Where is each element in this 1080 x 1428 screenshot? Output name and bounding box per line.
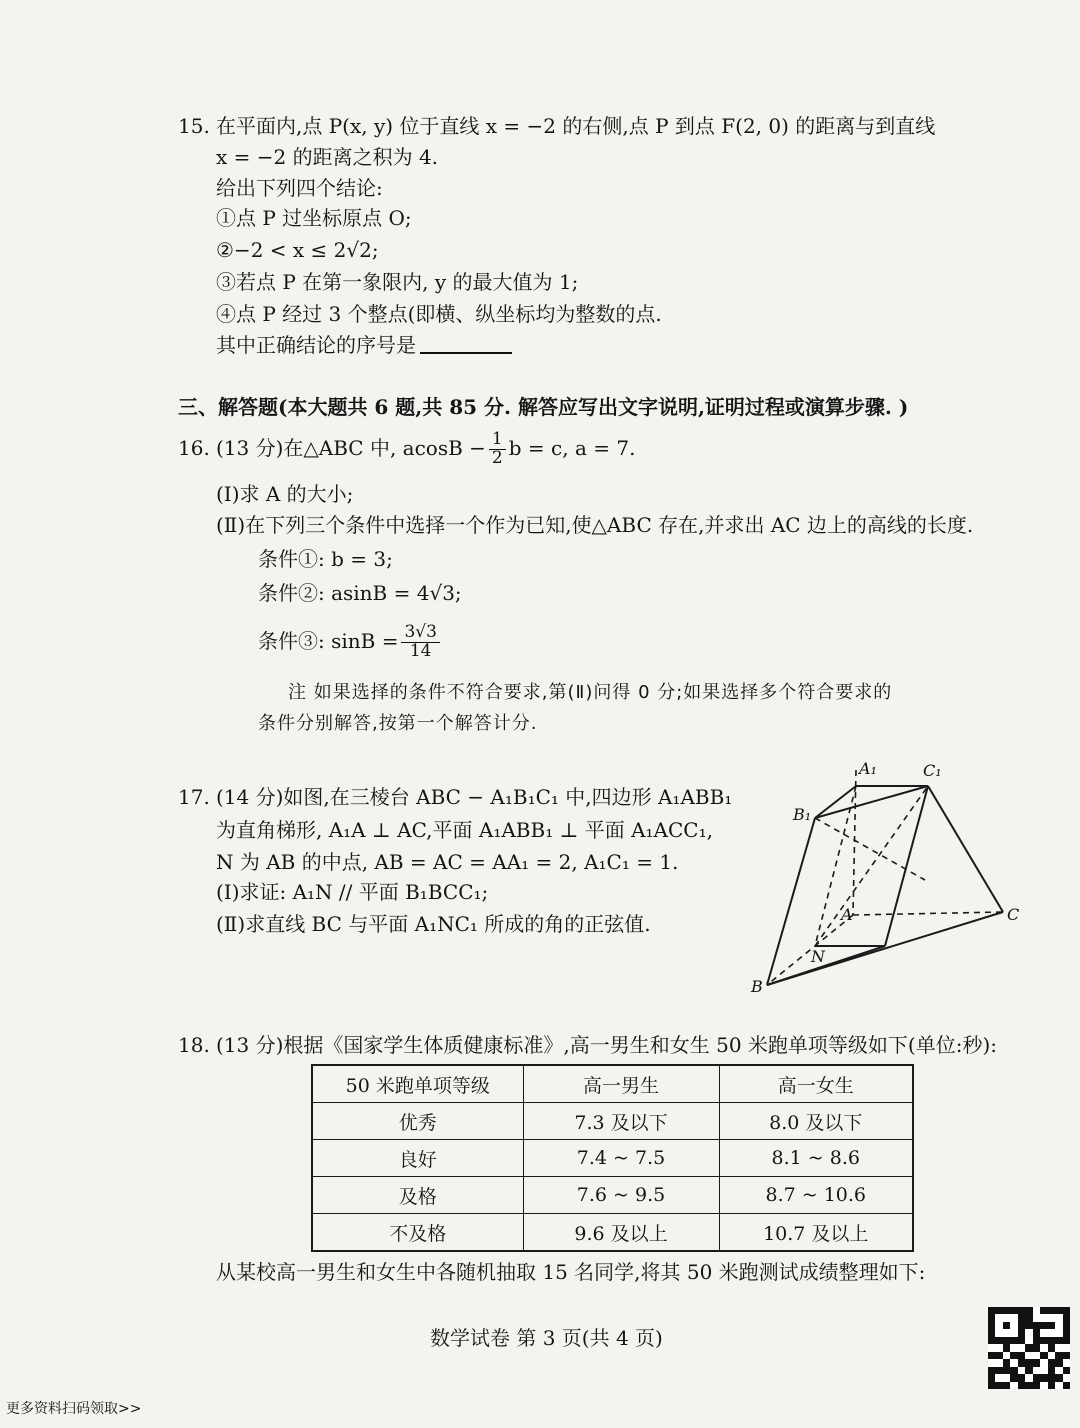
q16-cond3-lead: 条件③: sinB = (258, 629, 399, 653)
qr-module (1040, 1367, 1047, 1374)
qr-module (1040, 1352, 1047, 1359)
qr-module (995, 1359, 1002, 1366)
qr-module (1018, 1352, 1025, 1359)
frustum-figure (745, 750, 1035, 1000)
edge-n-c1-dashed (815, 786, 928, 946)
qr-module (1010, 1307, 1017, 1314)
edge-b1-b (767, 818, 815, 985)
section-3-heading: 三、解答题(本大题共 6 题,共 85 分. 解答应写出文字说明,证明过程或演算步骤. ) (178, 395, 909, 419)
qr-module (1010, 1329, 1017, 1336)
qr-module (1025, 1314, 1032, 1321)
qr-module (1048, 1344, 1055, 1351)
qr-module (1063, 1352, 1070, 1359)
qr-module (1010, 1337, 1017, 1344)
q15-conclusion-4: ④点 P 经过 3 个整点(即横、纵坐标均为整数的点. (216, 302, 662, 326)
table-header-cell: 高一男生 (523, 1065, 719, 1103)
qr-module (1033, 1314, 1040, 1321)
q16-condition-3 (258, 616, 443, 666)
qr-module (995, 1307, 1002, 1314)
qr-module (1063, 1382, 1070, 1389)
q18-after-table: 从某校高一男生和女生中各随机抽取 15 名同学,将其 50 米跑测试成绩整理如下: (216, 1260, 926, 1284)
qr-module (1010, 1382, 1017, 1389)
qr-module (1018, 1329, 1025, 1336)
q15-ask-text: 其中正确结论的序号是 (216, 333, 416, 357)
qr-module (1055, 1352, 1062, 1359)
q17-line2: 为直角梯形, A₁A ⊥ AC,平面 A₁ABB₁ ⊥ 平面 A₁ACC₁, (216, 818, 713, 842)
qr-module (1055, 1367, 1062, 1374)
q15-line2: x = −2 的距离之积为 4. (216, 145, 439, 169)
q15-number: 15. (178, 114, 210, 138)
qr-module (988, 1329, 995, 1336)
table-header-cell: 高一女生 (719, 1065, 913, 1103)
table-cell: 优秀 (312, 1103, 523, 1140)
table-cell: 良好 (312, 1140, 523, 1177)
q16-cond3-fraction (401, 624, 439, 661)
qr-module (995, 1322, 1002, 1329)
q16-cond3-den: 14 (409, 641, 432, 661)
qr-module (1033, 1337, 1040, 1344)
table-cell: 及格 (312, 1177, 523, 1214)
qr-module (1040, 1359, 1047, 1366)
table-cell: 7.4 ~ 7.5 (523, 1140, 719, 1177)
qr-module (1055, 1329, 1062, 1336)
qr-module (1048, 1322, 1055, 1329)
qr-module (1003, 1374, 1010, 1381)
qr-module (995, 1352, 1002, 1359)
table-row (312, 1177, 913, 1214)
qr-code[interactable] (988, 1307, 1070, 1389)
qr-module (1048, 1337, 1055, 1344)
qr-module (1063, 1314, 1070, 1321)
q17-line3: N 为 AB 的中点, AB = AC = AA₁ = 2, A₁C₁ = 1. (216, 850, 679, 874)
q16-number: 16. (178, 436, 210, 460)
q17-part-1: (Ⅰ)求证: A₁N // 平面 B₁BCC₁; (216, 880, 489, 904)
qr-module (988, 1307, 995, 1314)
qr-module (988, 1367, 995, 1374)
qr-module (988, 1352, 995, 1359)
qr-module (1055, 1374, 1062, 1381)
label-a1: A₁ (859, 759, 877, 778)
qr-module (1025, 1337, 1032, 1344)
label-b: B (751, 977, 763, 996)
qr-module (1063, 1344, 1070, 1351)
q15-conclusion-2: ②−2 < x ≤ 2√2; (216, 238, 379, 262)
qr-module (1033, 1367, 1040, 1374)
qr-module (995, 1314, 1002, 1321)
qr-module (1040, 1374, 1047, 1381)
qr-module (1063, 1322, 1070, 1329)
qr-module (1025, 1367, 1032, 1374)
qr-module (1063, 1359, 1070, 1366)
qr-module (1040, 1314, 1047, 1321)
qr-module (1033, 1344, 1040, 1351)
qr-module (1018, 1344, 1025, 1351)
page-footer: 数学试卷 第 3 页(共 4 页) (430, 1326, 663, 1350)
qr-module (1040, 1322, 1047, 1329)
qr-module (1048, 1382, 1055, 1389)
qr-module (1010, 1344, 1017, 1351)
qr-module (1003, 1382, 1010, 1389)
qr-module (1055, 1314, 1062, 1321)
q16-frac-den: 2 (491, 448, 503, 468)
qr-module (1048, 1352, 1055, 1359)
qr-module (1018, 1382, 1025, 1389)
qr-module (1018, 1314, 1025, 1321)
table-cell: 不及格 (312, 1214, 523, 1252)
q15-intro: 给出下列四个结论: (216, 176, 383, 200)
qr-module (1003, 1352, 1010, 1359)
qr-module (988, 1322, 995, 1329)
qr-module (1055, 1344, 1062, 1351)
qr-module (1003, 1314, 1010, 1321)
q16-condition-1: 条件①: b = 3; (258, 547, 393, 571)
edge-b1-c1 (815, 786, 928, 818)
qr-module (995, 1374, 1002, 1381)
qr-module (1025, 1374, 1032, 1381)
qr-module (1025, 1344, 1032, 1351)
qr-module (1003, 1359, 1010, 1366)
qr-module (988, 1337, 995, 1344)
table-row (312, 1214, 913, 1252)
table-cell: 8.0 及以下 (719, 1103, 913, 1140)
qr-module (1048, 1329, 1055, 1336)
qr-module (1048, 1314, 1055, 1321)
table-header-row (312, 1065, 913, 1103)
q18-number: 18. (178, 1033, 210, 1057)
table-cell: 10.7 及以上 (719, 1214, 913, 1252)
table-row (312, 1140, 913, 1177)
qr-module (988, 1382, 995, 1389)
qr-module (1040, 1307, 1047, 1314)
qr-module (1040, 1382, 1047, 1389)
label-b1: B₁ (793, 805, 812, 824)
qr-module (995, 1329, 1002, 1336)
qr-module (1010, 1314, 1017, 1321)
qr-module (1033, 1322, 1040, 1329)
q16-stem (216, 425, 635, 471)
q15-line1: 在平面内,点 P(x, y) 位于直线 x = −2 的右侧,点 P 到点 F(2, 0) 的距离与到直线 (216, 114, 936, 138)
qr-module (1033, 1374, 1040, 1381)
qr-module (1048, 1367, 1055, 1374)
label-c: C (1007, 905, 1020, 924)
qr-module (1018, 1367, 1025, 1374)
table-header-cell: 50 米跑单项等级 (312, 1065, 523, 1103)
q16-note-line2: 条件分别解答,按第一个解答计分. (258, 713, 538, 734)
more-resources-link[interactable]: 更多资料扫码领取>> (6, 1401, 142, 1417)
qr-module (995, 1337, 1002, 1344)
qr-module (1003, 1367, 1010, 1374)
qr-module (1033, 1382, 1040, 1389)
q16-frac-num: 1 (489, 431, 506, 450)
qr-module (1063, 1337, 1070, 1344)
table-cell: 9.6 及以上 (523, 1214, 719, 1252)
table-cell: 7.6 ~ 9.5 (523, 1177, 719, 1214)
qr-module (1063, 1367, 1070, 1374)
qr-module (1048, 1359, 1055, 1366)
edge-nc-c1 (885, 786, 928, 946)
qr-module (1018, 1359, 1025, 1366)
qr-module (1033, 1307, 1040, 1314)
qr-module (1018, 1322, 1025, 1329)
qr-module (995, 1367, 1002, 1374)
q17-part-2: (Ⅱ)求直线 BC 与平面 A₁NC₁ 所成的角的正弦值. (216, 912, 651, 936)
qr-module (1033, 1352, 1040, 1359)
edge-a-b-dashed (767, 915, 853, 985)
qr-module (1055, 1307, 1062, 1314)
label-a: A (841, 905, 853, 924)
q17-line1: (14 分)如图,在三棱台 ABC − A₁B₁C₁ 中,四边形 A₁ABB₁ (216, 785, 733, 809)
qr-module (1055, 1337, 1062, 1344)
q16-part-2: (Ⅱ)在下列三个条件中选择一个作为已知,使△ABC 存在,并求出 AC 边上的高线的长度. (216, 513, 974, 537)
qr-module (1040, 1337, 1047, 1344)
qr-module (1025, 1307, 1032, 1314)
qr-module (1025, 1329, 1032, 1336)
q16-stem-lead: (13 分)在△ABC 中, acosB − (216, 436, 486, 460)
edge-a-c-dashed (853, 912, 1003, 915)
qr-module (1055, 1382, 1062, 1389)
qr-module (1033, 1359, 1040, 1366)
label-c1: C₁ (923, 761, 942, 780)
qr-module (1063, 1307, 1070, 1314)
qr-module (1048, 1374, 1055, 1381)
q16-cond3-num: 3√3 (401, 624, 439, 643)
qr-module (995, 1344, 1002, 1351)
qr-module (1018, 1307, 1025, 1314)
qr-module (988, 1374, 995, 1381)
q16-condition-2: 条件②: asinB = 4√3; (258, 581, 462, 605)
q15-answer-prompt (216, 335, 512, 355)
qr-module (1055, 1359, 1062, 1366)
qr-module (1048, 1307, 1055, 1314)
qr-module (1010, 1352, 1017, 1359)
qr-module (1010, 1367, 1017, 1374)
qr-module (1003, 1322, 1010, 1329)
q15-answer-blank (420, 352, 512, 354)
q15-conclusion-3: ③若点 P 在第一象限内, y 的最大值为 1; (216, 270, 579, 294)
qr-module (1040, 1344, 1047, 1351)
qr-module (1010, 1374, 1017, 1381)
q17-number: 17. (178, 785, 210, 809)
table-row (312, 1103, 913, 1140)
qr-module (1003, 1329, 1010, 1336)
edge-b-nc (767, 946, 885, 985)
qr-module (1025, 1352, 1032, 1359)
qr-module (1010, 1359, 1017, 1366)
q16-note-line1: 注 如果选择的条件不符合要求,第(Ⅱ)问得 0 分;如果选择多个符合要求的 (288, 682, 893, 703)
qr-module (1010, 1322, 1017, 1329)
qr-module (1018, 1374, 1025, 1381)
qr-module (988, 1344, 995, 1351)
qr-module (1018, 1337, 1025, 1344)
qr-module (1003, 1307, 1010, 1314)
qr-module (995, 1382, 1002, 1389)
q15-conclusion-1: ①点 P 过坐标原点 O; (216, 206, 412, 230)
qr-module (1040, 1329, 1047, 1336)
qr-module (1055, 1322, 1062, 1329)
qr-module (1025, 1322, 1032, 1329)
qr-module (1063, 1374, 1070, 1381)
edge-b1-c-dashed (815, 818, 925, 880)
qr-module (1063, 1329, 1070, 1336)
table-cell: 8.1 ~ 8.6 (719, 1140, 913, 1177)
qr-module (988, 1314, 995, 1321)
q16-part-1: (Ⅰ)求 A 的大小; (216, 482, 354, 506)
q16-stem-tail: b = c, a = 7. (508, 436, 636, 460)
qr-module (1025, 1382, 1032, 1389)
qr-module (1003, 1337, 1010, 1344)
q18-intro: (13 分)根据《国家学生体质健康标准》,高一男生和女生 50 米跑单项等级如下(单位:秒): (216, 1033, 998, 1057)
grade-table (311, 1064, 914, 1252)
table-cell: 7.3 及以下 (523, 1103, 719, 1140)
qr-module (1003, 1344, 1010, 1351)
table-cell: 8.7 ~ 10.6 (719, 1177, 913, 1214)
qr-module (1033, 1329, 1040, 1336)
label-n: N (811, 947, 825, 966)
qr-module (988, 1359, 995, 1366)
q16-fraction (489, 431, 506, 468)
qr-module (1025, 1359, 1032, 1366)
edge-c1-c (928, 786, 1003, 912)
